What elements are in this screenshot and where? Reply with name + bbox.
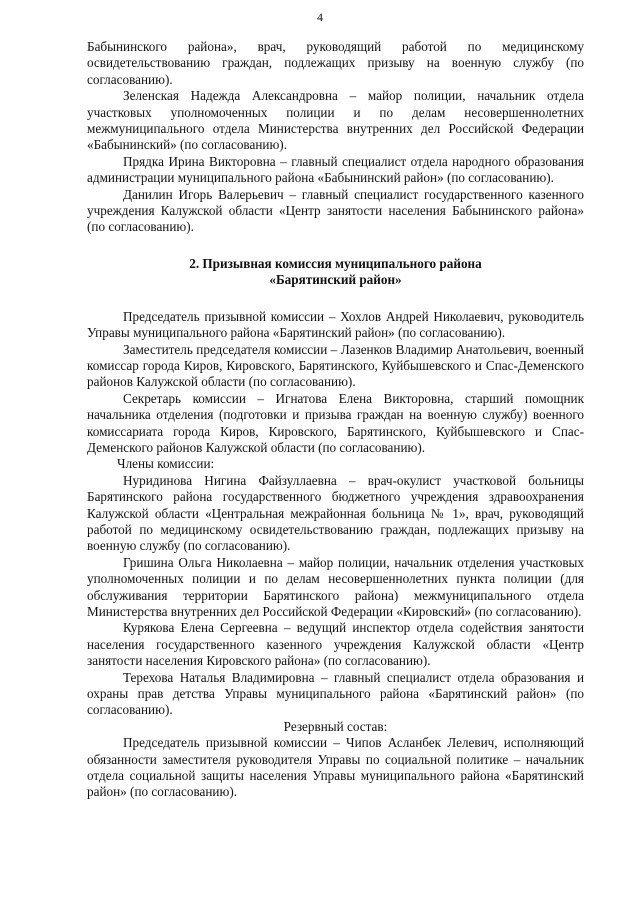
paragraph-chairman: Председатель призывной комиссии – Хохлов Андрей Николаевич, руководитель Управы муниципального района «Барятинский район» (по согласованию). — [87, 308, 584, 341]
members-label: Члены комиссии: — [117, 456, 215, 472]
paragraph-continuation: Бабынинского района», врач, руководящий работой по медицинскому освидетельствованию граждан, подлежащих призыву на военную службу (по согласованию). — [87, 39, 584, 87]
reserve-label: Резервный состав: — [283, 718, 388, 734]
document-body — [87, 39, 584, 801]
paragraph-member: Курякова Елена Сергеевна – ведущий инспектор отдела содействия занятости населения государственного казенного учреждения Калужской области «Центр занятости населения Кировского района» (по согласованию). — [87, 620, 584, 669]
paragraph-member: Нуридинова Нигина Файзуллаевна – врач-окулист участковой больницы Барятинского района государственного бюджетного учреждения здравоохранения Калужской области «Центральная межрайонная больница № 1», врач, руководящий работой по медицинскому освидетельствованию граждан, подлежащих призыву на военную службу (по согласованию). — [87, 472, 584, 554]
paragraph-member: Терехова Наталья Владимировна – главный специалист отдела образования и охраны прав детства Управы муниципального района «Барятинский район» (по согласованию). — [87, 669, 584, 718]
paragraph-member: Зеленская Надежда Александровна – майор полиции, начальник отдела участковых уполномоченных полиции и по делам несовершеннолетних межмуниципального отдела Министерства внутренних дел Российской Федерации «Бабынинский» (по согласованию). — [87, 88, 584, 153]
paragraph-deputy: Заместитель председателя комиссии – Лазенков Владимир Анатольевич, военный комиссар города Киров, Кировского, Барятинского, Куйбышевского и Спас-Деменского районов Калужской области (по согласованию). — [87, 341, 584, 390]
paragraph-reserve-chairman: Председатель призывной комиссии – Чипов Асланбек Лелевич, исполняющий обязанности заместителя руководителя Управы по социальной политике – начальник отдела социальной защиты населения Управы муниципального района «Барятинский район» (по согласованию). — [87, 735, 584, 800]
section-heading-line1: 2. Призывная комиссия муниципального района — [189, 255, 482, 271]
paragraph-member: Прядка Ирина Викторовна – главный специалист отдела народного образования администрации муниципального района «Бабынинский район» (по согласованию). — [87, 153, 584, 186]
paragraph-member: Гришина Ольга Николаевна – майор полиции, начальник отделения участковых уполномоченных полиции и по делам несовершеннолетних пункта полиции (для обслуживания территории Барятинского района) межмуниципального отдела Министерства внутренних дел Российской Федерации «Кировский» (по согласованию). — [87, 554, 584, 619]
page-number: 4 — [317, 10, 323, 24]
paragraph-member: Данилин Игорь Валерьевич – главный специалист государственного казенного учреждения Калужской области «Центр занятости населения Бабынинского района» (по согласованию). — [87, 186, 584, 235]
section-heading-line2: «Барятинский район» — [269, 272, 402, 288]
paragraph-secretary: Секретарь комиссии – Игнатова Елена Викторовна, старший помощник начальника отделения (подготовки и призыва граждан на военную службу) военного комиссариата города Киров, Кировского, Барятинского, Куйбышевского и Спас-Деменского районов Калужской области (по согласованию). — [87, 390, 584, 455]
